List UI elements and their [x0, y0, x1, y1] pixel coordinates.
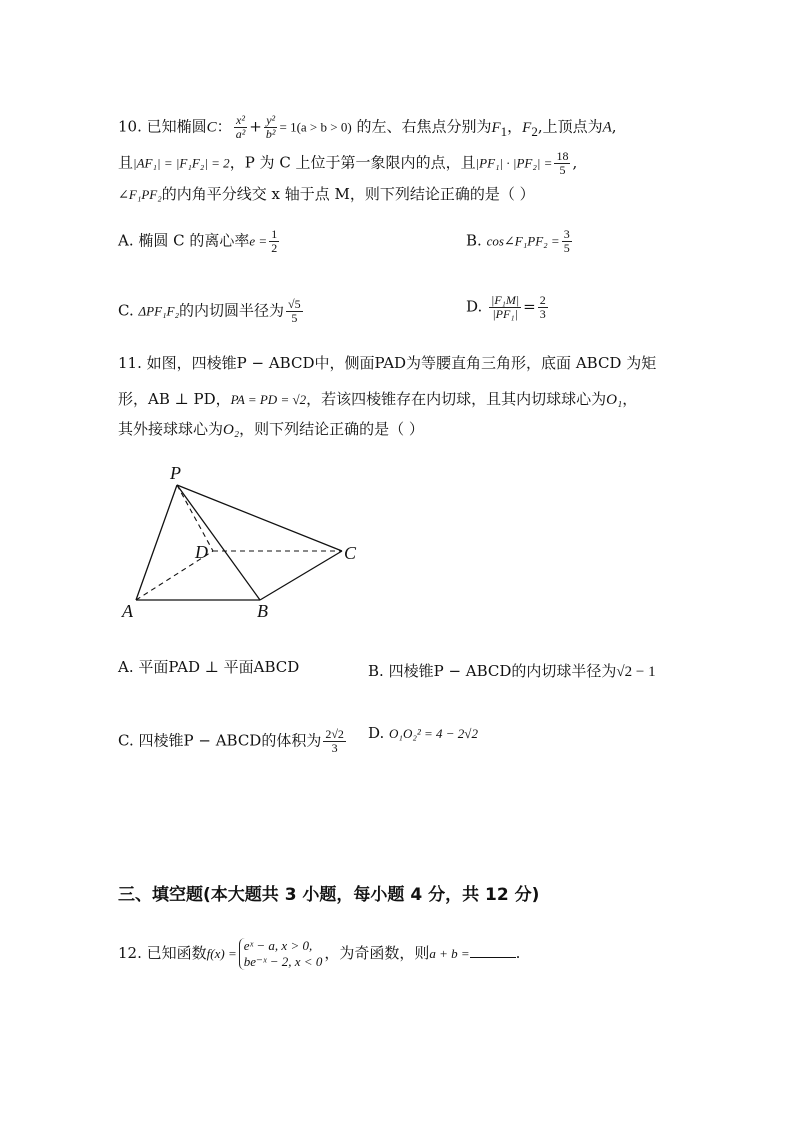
label-c: C: [344, 543, 357, 563]
q11-line1-text: 如图，四棱锥P − ABCD中，侧面PAD为等腰直角三角形，底面 ABCD 为矩: [146, 354, 657, 372]
q10-line3-text: 的内角平分线交 x 轴于点 M，则下列结论正确的是（ ）: [161, 185, 535, 203]
q10-curve-name: C: [206, 119, 217, 136]
q10-frac-y: $\frac{\text{y²}}{\text{b²}}$: [265, 113, 276, 141]
q10-angle: ∠F₁PF₂: [118, 187, 162, 202]
q10-option-d[interactable]: D. $\frac{\text{|F₁M|}}{\text{|PF₁|}}$ = $\frac{2}{3}$: [466, 293, 546, 321]
q11-option-c[interactable]: C. 四棱锥P − ABCD的体积为 $\frac{2√2}{3}$: [118, 727, 344, 755]
q11-line3: 其外接球球心为O₂，则下列结论正确的是（ ）: [118, 420, 424, 438]
q10-line3: [118, 183, 535, 206]
q11-line2: 形，AB ⊥ PD，PA = PD = √2，若该四棱锥存在内切球，且其内切球球心为O₁，: [118, 390, 638, 408]
q11-number: 11.: [118, 354, 142, 372]
q10-cond2-frac: $\frac{18}{5}$: [556, 149, 569, 177]
q12-line: 12. 已知函数f(x) = eˣ − a, x > 0, be⁻ˣ − 2, x < 0 ，为奇函数，则a + b = .: [118, 938, 521, 969]
q12-answer-blank[interactable]: [470, 943, 516, 958]
q10-lead: 已知椭圆: [146, 117, 207, 136]
q10-cond2: |PF₁| · |PF₂| =: [475, 155, 553, 171]
q11-option-a[interactable]: A. 平面PAD ⊥ 平面ABCD: [118, 658, 300, 676]
q10-line1: 10. 已知椭圆C： $\frac{\text{x²}}{\text{a²}}$ + $\frac{\text{y²}}{\text{b²}}$ = 1(a > b > 0) 的左、右焦点分别为$F_1$，$F_2$,上顶点为A,: [118, 113, 617, 141]
q12-piecewise: eˣ − a, x > 0, be⁻ˣ − 2, x < 0: [239, 938, 323, 970]
q10-f1: $F_1$: [491, 119, 508, 139]
q10-option-b[interactable]: B. cos∠F₁PF₂ = $\frac{3}{5}$: [466, 227, 570, 255]
q10-f2: $F_2$: [522, 119, 538, 139]
q10-line2: 且|AF₁| = |F₁F₂| = 2，P 为 C 上位于第一象限内的点，且|PF₁| · |PF₂| = $\frac{18}{5}$ ,: [118, 149, 578, 177]
q10-optC-frac: $\frac{√5}{5}$: [288, 297, 301, 325]
section-heading: 三、填空题(本大题共 3 小题，每小题 4 分，共 12 分): [118, 885, 540, 905]
q10-optD-frac: $\frac{\text{|F₁M|}}{\text{|PF₁|}}$: [491, 293, 520, 321]
q10-optB-frac: $\frac{3}{5}$: [563, 227, 570, 255]
q10-line2-mid: ，P 为 C 上位于第一象限内的点，且: [229, 153, 476, 172]
q11-line1: [118, 352, 656, 374]
q11-optC-frac: $\frac{2√2}{3}$: [325, 727, 344, 755]
label-d: D: [195, 542, 208, 562]
q10-option-c[interactable]: C. ΔPF₁F₂的内切圆半径为 $\frac{√5}{5}$: [118, 297, 301, 325]
q11-option-d[interactable]: D. O₁O₂² = 4 − 2√2: [368, 724, 478, 742]
label-b: B: [257, 601, 268, 621]
q10-line2-start: 且: [118, 153, 134, 172]
q10-frac-x: $\frac{\text{x²}}{\text{a²}}$: [235, 113, 246, 141]
q10-option-a[interactable]: A. 椭圆 C 的离心率e = $\frac{1}{2}$: [118, 227, 278, 255]
q12-number: 12.: [118, 944, 142, 962]
pyramid-figure: [110, 455, 380, 625]
label-a: A: [122, 601, 133, 621]
q10-top-point: 上顶点为: [542, 117, 603, 136]
q10-cond1: |AF₁| = |F₁F₂| = 2: [133, 155, 230, 171]
label-p: P: [170, 463, 181, 483]
q10-equation-tail: = 1(a > b > 0): [279, 119, 352, 135]
q10-optA-frac: $\frac{1}{2}$: [271, 227, 278, 255]
q10-after-eq: 的左、右焦点分别为: [356, 117, 492, 136]
q10-optD-rfrac: $\frac{2}{3}$: [539, 293, 546, 321]
q11-option-b[interactable]: B. 四棱锥P − ABCD的内切球半径为√2 − 1: [368, 662, 656, 680]
q10-number: 10.: [118, 117, 142, 136]
edge-bc: [260, 551, 342, 600]
edge-pa: [136, 485, 177, 600]
